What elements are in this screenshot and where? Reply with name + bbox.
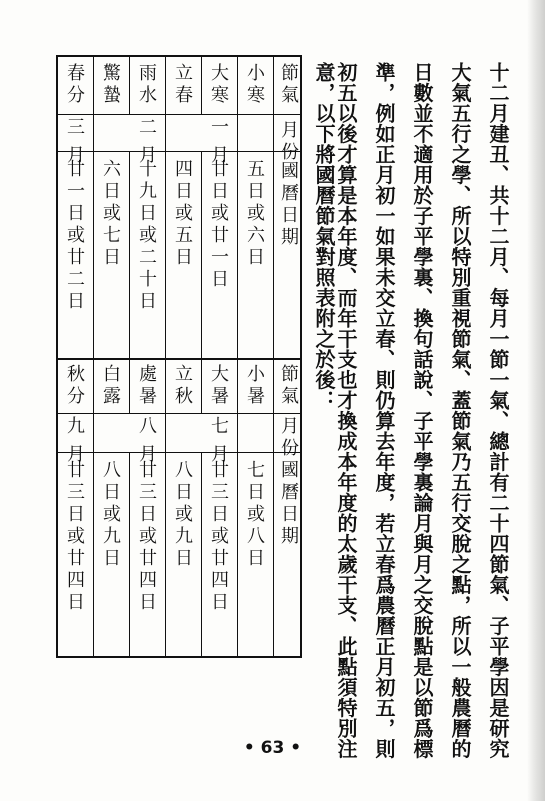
jieqi-cell: 小暑 <box>244 364 265 408</box>
date-cell: 廿三日或廿四日 <box>208 460 229 614</box>
date-cell: 廿三日或廿四日 <box>136 460 157 614</box>
month-cell: 三月 <box>64 117 85 173</box>
text-column: 意，以下將國曆節氣對照表附之於後： <box>312 62 336 411</box>
text-column: 大氣五行之學、所以特別重視節氣、蓋節氣乃五行交脫之點，所以一般農曆的 <box>448 62 472 759</box>
header-date: 國曆日期 <box>278 161 299 249</box>
month-cell: 八月 <box>136 416 157 472</box>
text-column: 準，例如正月初一如果未交立春、則仍算去年度，若立春爲農曆正月初五，則 <box>372 62 396 759</box>
text-column: 初五以後才算是本年度、而年干支也才換成本年度的太歲干支、此點須特別注 <box>334 62 358 759</box>
jieqi-cell: 驚蟄 <box>100 63 121 107</box>
date-cell: 八日或九日 <box>100 460 121 570</box>
date-cell: 四日或五日 <box>172 159 193 269</box>
jieqi-cell: 立春 <box>172 63 193 107</box>
jieqi-cell: 大寒 <box>208 63 229 107</box>
jieqi-cell: 大暑 <box>208 364 229 408</box>
date-cell: 六日或七日 <box>100 159 121 269</box>
jieqi-cell: 小寒 <box>244 63 265 107</box>
date-cell: 廿一日或廿二日 <box>64 159 85 313</box>
page-edge-shadow <box>527 0 545 801</box>
date-cell: 廿日或廿一日 <box>208 159 229 291</box>
month-cell: 九月 <box>64 416 85 472</box>
jieqi-cell: 處暑 <box>136 364 157 408</box>
header-jieqi: 節氣 <box>278 63 299 107</box>
date-cell: 八日或九日 <box>172 460 193 570</box>
date-cell: 五日或六日 <box>244 159 265 269</box>
page-number: • 63 • <box>243 738 302 758</box>
jieqi-cell: 秋分 <box>64 364 85 408</box>
header-jieqi: 節氣 <box>278 364 299 408</box>
jieqi-cell: 立秋 <box>172 364 193 408</box>
month-cell: 一月 <box>208 117 229 173</box>
header-month: 月份 <box>278 416 299 460</box>
month-cell: 二月 <box>136 117 157 173</box>
jieqi-table-spring <box>56 55 302 360</box>
header-month: 月份 <box>278 120 299 164</box>
date-cell: 十九日或二十日 <box>136 159 157 313</box>
text-column: 日數並不適用於子平學裏、換句話說、子平學裏論月與月之交脫點是以節爲標 <box>410 62 434 759</box>
jieqi-table-autumn <box>56 358 302 658</box>
date-cell: 七日或八日 <box>244 460 265 570</box>
month-cell: 七月 <box>208 416 229 472</box>
page-number-value: 63 <box>260 738 285 758</box>
header-date: 國曆日期 <box>278 460 299 548</box>
jieqi-cell: 白露 <box>100 364 121 408</box>
jieqi-cell: 春分 <box>64 63 85 107</box>
jieqi-cell: 雨水 <box>136 63 157 107</box>
date-cell: 廿三日或廿四日 <box>64 460 85 614</box>
text-column: 十二月建丑、共十二月、每月一節一氣、總計有二十四節氣、子平學因是研究 <box>486 62 510 759</box>
